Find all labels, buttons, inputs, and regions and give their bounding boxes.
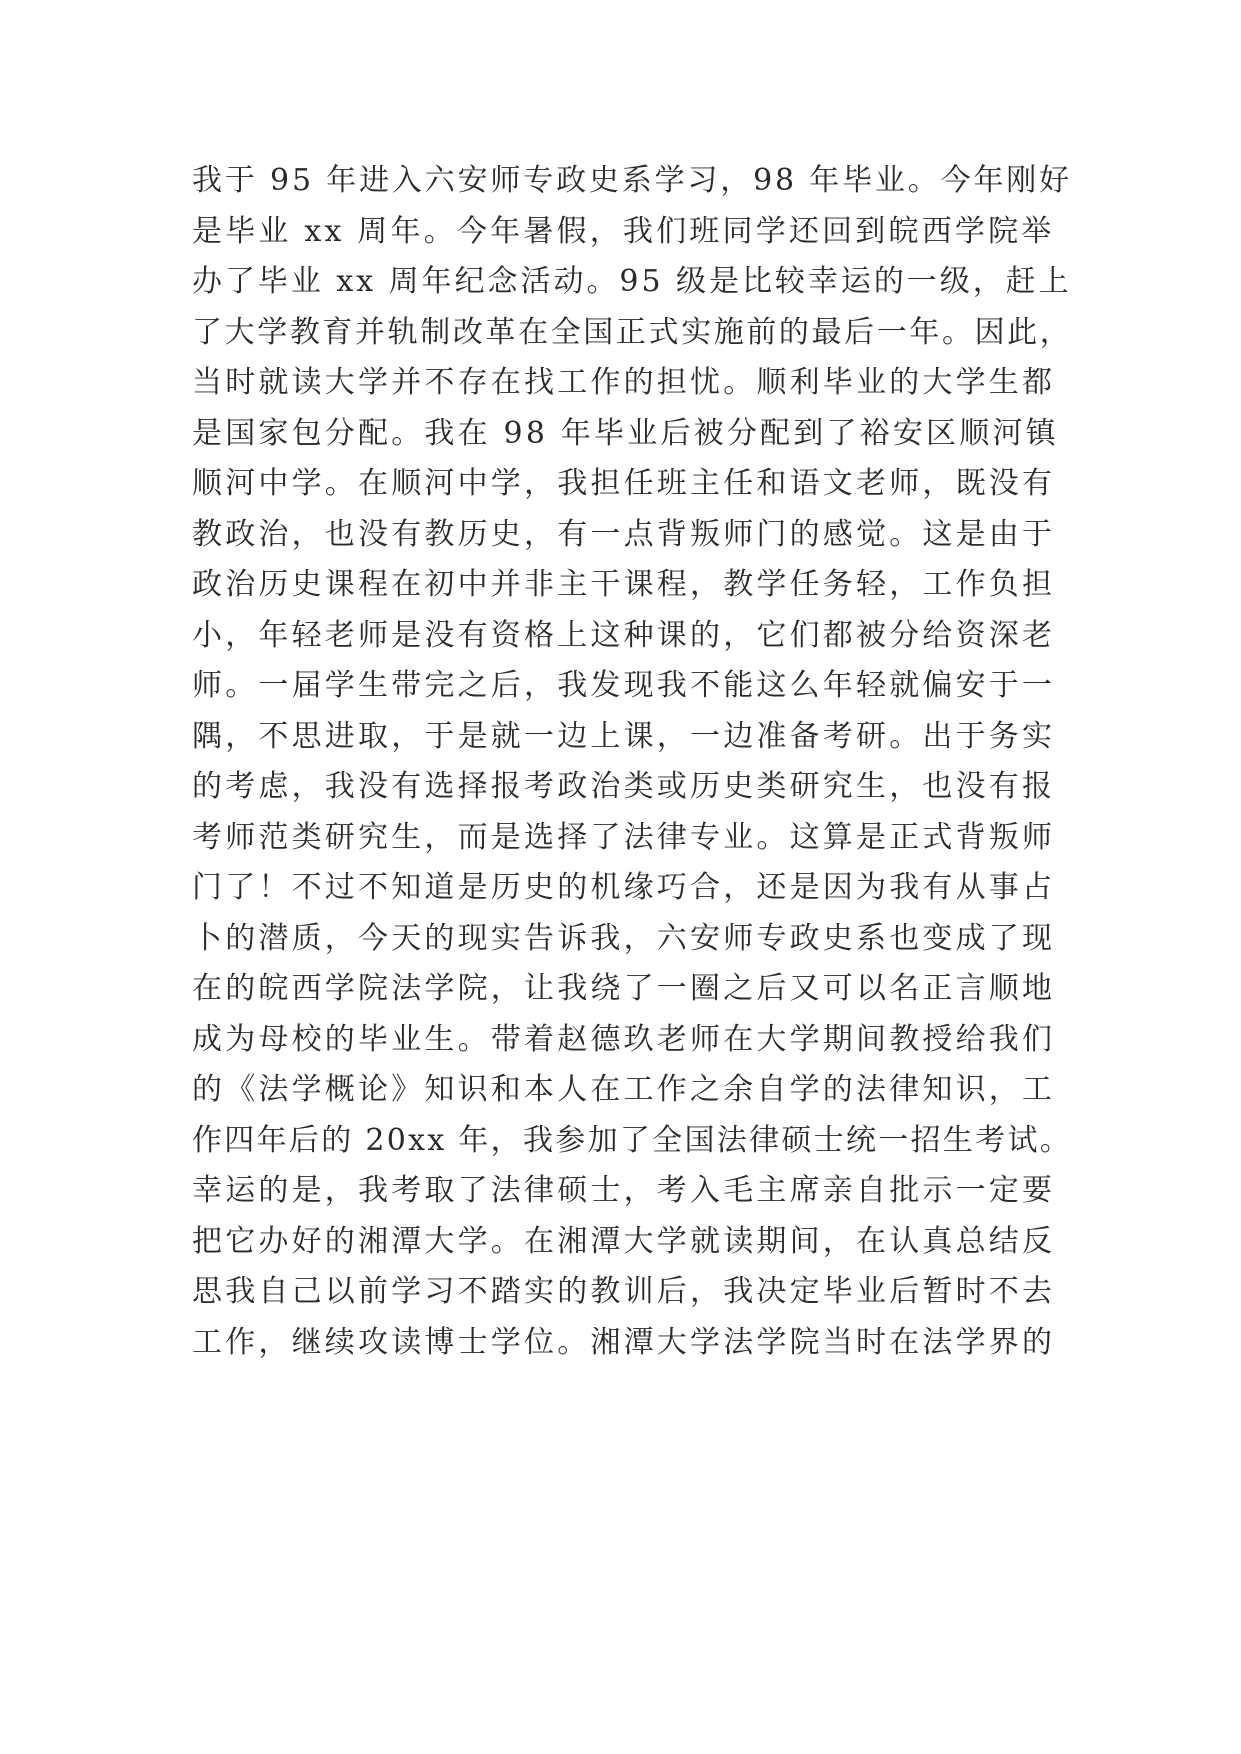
- text-line: 作四年后的 20xx 年，我参加了全国法律硕士统一招生考试。: [192, 1122, 1073, 1158]
- text-line: 顺河中学。在顺河中学，我担任班主任和语文老师，既没有: [192, 466, 1056, 501]
- text-line: 的考虑，我没有选择报考政治类或历史类研究生，也没有报: [192, 769, 1056, 804]
- text-line: 教政治，也没有教历史，有一点背叛师门的感觉。这是由于: [192, 516, 1056, 552]
- text-line: 卜的潜质，今天的现实告诉我，六安师专政史系也变成了现: [192, 920, 1056, 956]
- text-line: 是毕业 xx 周年。今年暑假，我们班同学还回到皖西学院举: [192, 213, 1055, 249]
- text-line: 是国家包分配。我在 98 年毕业后被分配到了裕安区顺河镇: [192, 415, 1059, 451]
- text-line: 考师范类研究生，而是选择了法律专业。这算是正式背叛师: [192, 819, 1056, 855]
- text-line: 工作，继续攻读博士学位。湘潭大学法学院当时在法学界的: [192, 1324, 1056, 1360]
- text-line: 师。一届学生带完之后，我发现我不能这么年轻就偏安于一: [192, 668, 1056, 703]
- text-line: 在的皖西学院法学院，让我绕了一圈之后又可以名正言顺地: [192, 971, 1056, 1006]
- text-line: 幸运的是，我考取了法律硕士，考入毛主席亲自批示一定要: [192, 1173, 1056, 1208]
- text-line: 当时就读大学并不存在找工作的担忧。顺利毕业的大学生都: [192, 365, 1056, 400]
- body-text: [192, 156, 1072, 1368]
- text-line: 我于 95 年进入六安师专政史系学习，98 年毕业。今年刚好: [192, 163, 1072, 198]
- text-line: 了大学教育并轨制改革在全国正式实施前的最后一年。因此，: [192, 314, 1073, 350]
- text-line: 政治历史课程在初中并非主干课程，教学任务轻，工作负担: [192, 567, 1056, 602]
- text-line: 隅，不思进取，于是就一边上课，一边准备考研。出于务实: [192, 718, 1056, 754]
- text-line: 思我自己以前学习不踏实的教训后，我决定毕业后暂时不去: [192, 1274, 1056, 1309]
- text-line: 把它办好的湘潭大学。在湘潭大学就读期间，在认真总结反: [192, 1223, 1056, 1259]
- text-line: 小，年轻老师是没有资格上这种课的，它们都被分给资深老: [192, 617, 1056, 653]
- text-line: 成为母校的毕业生。带着赵德玖老师在大学期间教授给我们: [192, 1021, 1056, 1057]
- text-line: 门了！不过不知道是历史的机缘巧合，还是因为我有从事占: [192, 870, 1056, 905]
- text-line: 办了毕业 xx 周年纪念活动。95 级是比较幸运的一级，赶上: [192, 264, 1072, 299]
- text-line: 的《法学概论》知识和本人在工作之余自学的法律知识，工: [192, 1072, 1056, 1107]
